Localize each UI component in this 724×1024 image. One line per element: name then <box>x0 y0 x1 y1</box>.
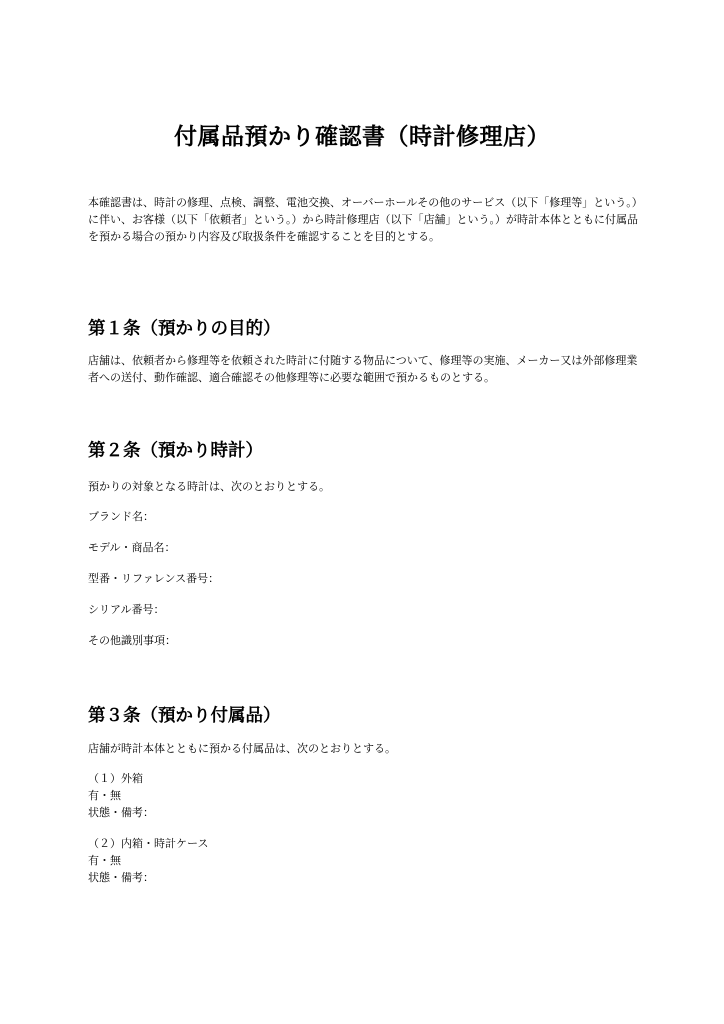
article-3-heading: 第３条（預かり付属品） <box>88 706 281 726</box>
accessory-item-label: （１）外箱 <box>88 772 143 785</box>
article-1-body: 店舗は、依頼者から修理等を依頼された時計に付随する物品について、修理等の実施、メーカー又は外部修理業者への送付、動作確認、適合確認その他修理等に必要な範囲で預かるものとする。 <box>88 354 638 384</box>
accessory-item-presence: 有・無 <box>88 789 121 802</box>
article-2-heading: 第２条（預かり時計） <box>88 441 263 461</box>
field-brand: ブランド名： <box>88 510 154 523</box>
accessory-item <box>88 770 154 821</box>
document-title: 付属品預かり確認書（時計修理店） <box>174 124 550 150</box>
accessory-item-presence: 有・無 <box>88 854 121 867</box>
field-serial: シリアル番号： <box>88 603 165 616</box>
field-model: モデル・商品名： <box>88 541 176 554</box>
intro-paragraph: 本確認書は、時計の修理、点検、調整、電池交換、オーバーホールその他のサービス（以下「修理等」という。）に伴い、お客様（以下「依頼者」という。）から時計修理店（以下「店舗」という。）が時計本体とともに付属品を預かる場合の預かり内容及び取扱条件を確認することを目的とする。 <box>88 196 638 243</box>
accessory-item <box>88 835 208 886</box>
accessory-item-condition: 状態・備考： <box>88 871 154 884</box>
article-1-heading: 第１条（預かりの目的） <box>88 319 281 339</box>
article-2-body: 預かりの対象となる時計は、次のとおりとする。 <box>88 480 330 493</box>
field-reference: 型番・リファレンス番号： <box>88 572 220 585</box>
accessory-item-condition: 状態・備考： <box>88 806 154 819</box>
accessory-item-label: （２）内箱・時計ケース <box>88 837 209 850</box>
article-3-body: 店舗が時計本体とともに預かる付属品は、次のとおりとする。 <box>88 742 396 755</box>
field-other: その他識別事項： <box>88 634 176 647</box>
